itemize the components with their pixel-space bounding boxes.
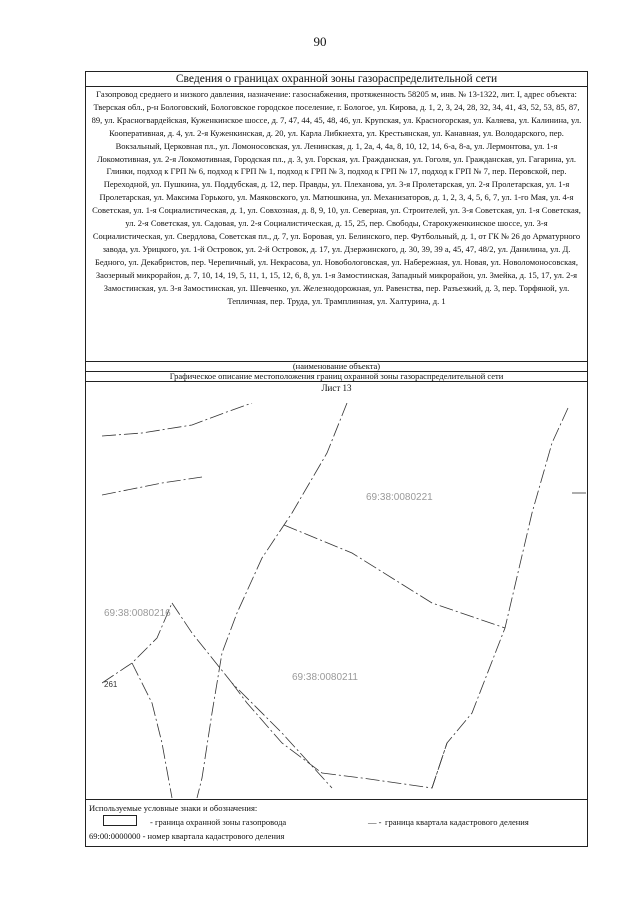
quarter-boundary-line [172,603,332,788]
quarter-boundary-line [102,477,202,495]
page-number: 90 [313,34,327,49]
cadastral-map [102,403,586,798]
quarter-boundary-line [132,663,172,798]
quarter-boundary-line [322,743,447,788]
object-description-cell [86,87,587,362]
legend-title: Используемые условные знаки и обозначения: [89,803,258,813]
legend-quarter-number: 69:00:0000000 - номер квартала кадастрового деления [89,831,285,841]
graphic-description-title: Графическое описание местоположения границ охранной зоны газораспределительной сети [86,372,587,382]
object-description: Газопровод среднего и низкого давления, назначение: газоснабжения, протяженность 58205 м, инв. № 13-1322, лит. I, адрес объекта: Тверская обл., р-н Бологовский, Бологовское городское поселение, г. Бологое, ул. Кирова, д. 1, 2, 3, 24, 28, 32, 34, 41, 43, 52, 53, 85, 87, 89, ул. Красногвардейская, Куженкинское шоссе, д. 7, 47, 44, 45, 48, 46, ул. Крупская, ул. Красногорская, ул. Каляева, ул. Калинина, ул. Кооперативная, д. 4, ул. 2-я Куженкинская, д. 20, ул. Карла Либкнехта, ул. Крестьянская, ул. Канавная, ул. Володарского, пер. Вокзальный, Церковная пл., ул. Ломоносовская, ул. Ленинская, д. 1, 2а, 4, 4а, 8, 10, 12, 14, 6-а, 8-а, ул. Лермонтова, ул. 1-я Локомотивная, ул. 2-я Локомотивная, Городская пл., д. 3, ул. Горская, ул. Гражданская, ул. Гоголя, ул. Гражданская, ул. Гагарина, ул. Глинки, подход к ГРП № 6, подход к ГРП № 1, подход к ГРП № 3, подход к ГРП № 17, подход к ГРП № 7, пер. Перовской, пер. Переходной, ул. Пушкина, ул. Поддубская, д. 12, пер. Правды, ул. Плеханова, ул. 3-я Пролетарская, ул. 2-я Пролетарская, ул. 1-я Пролетарская, ул. Максима Горького, ул. Маяковского, ул. Матюшкина, ул. Механизаторов, д. 1, 2, 3, 4, 5, 6, 7, ул. 1-го Мая, ул. 4-я Советская, ул. 1-я Социалистическая, д. 1, ул. Совхозная, д. 8, 9, 10, ул. Северная, ул. Строителей, ул. 3-я Советская, ул. 1-я Советская, ул. 2-я Советская, ул. Садовая, ул. 2-я Социалистическая, д. 15, 25, пер. Свободы, Старокуженкинское шоссе, ул. 3-я Социалистическая, ул. Свердлова, Советская пл., д. 7, ул. Боровая, ул. Белинского, пер. Футбольный, д. 1, от ГК № 26 до Арматурного завода, ул. Урицкого, ул. 1-й Островок, ул. 2-й Островок, д. 17, ул. Дзержинского, д. 30, 39, 39 а, 45, 47, 48/2, ул. Данилина, ул. Д. Бедного, ул. Декабристов, пер. Черепичный, ул. Некрасова, ул. Новобологовская, ул. Набережная, ул. Новая, ул. Новоломоносовская, Заозерный микрорайон, д. 7, 10, 14, 19, 5, 11, 1, 15, 12, 6, 8, ул. 1-я Замостинская, Западный микрорайон, ул. Змейка, д. 15, 17, ул. 2-я Замостинская, ул. 3-я Замостинская, ул. Шевченко, ул. Железнодорожная, ул. Равенства, пер. Разъезжий, д. 3, пер. Торфяной, ул. Тепличная, пер. Труда, ул. Трамплинная, ул. Халтурина, д. 1 [91,89,582,306]
object-name-caption: (наименование объекта) [86,362,587,372]
legend-zone-boundary: - граница охранной зоны газопровода [150,817,287,827]
cadastral-quarter-label: 69:38:0080211 [292,672,358,683]
point-number-label: 261 [104,680,118,689]
zone-boundary-symbol [103,815,137,826]
quarter-boundary-line [284,525,505,628]
sheet-label: Лист 13 [321,383,352,393]
legend-quarter-boundary: граница квартала кадастрового деления [385,817,529,827]
legend [86,799,587,847]
quarter-boundary-line [102,403,252,436]
cadastral-quarter-label: 69:38:0080216 [104,608,171,619]
cadastral-quarter-label: 69:38:0080221 [366,492,433,503]
section-title: Сведения о границах охранной зоны газораспределительной сети [86,72,587,87]
quarter-boundary-line [432,408,568,788]
document-frame [85,71,588,847]
quarter-boundary-line [197,403,347,798]
quarter-boundary-symbol: — - [368,817,382,827]
